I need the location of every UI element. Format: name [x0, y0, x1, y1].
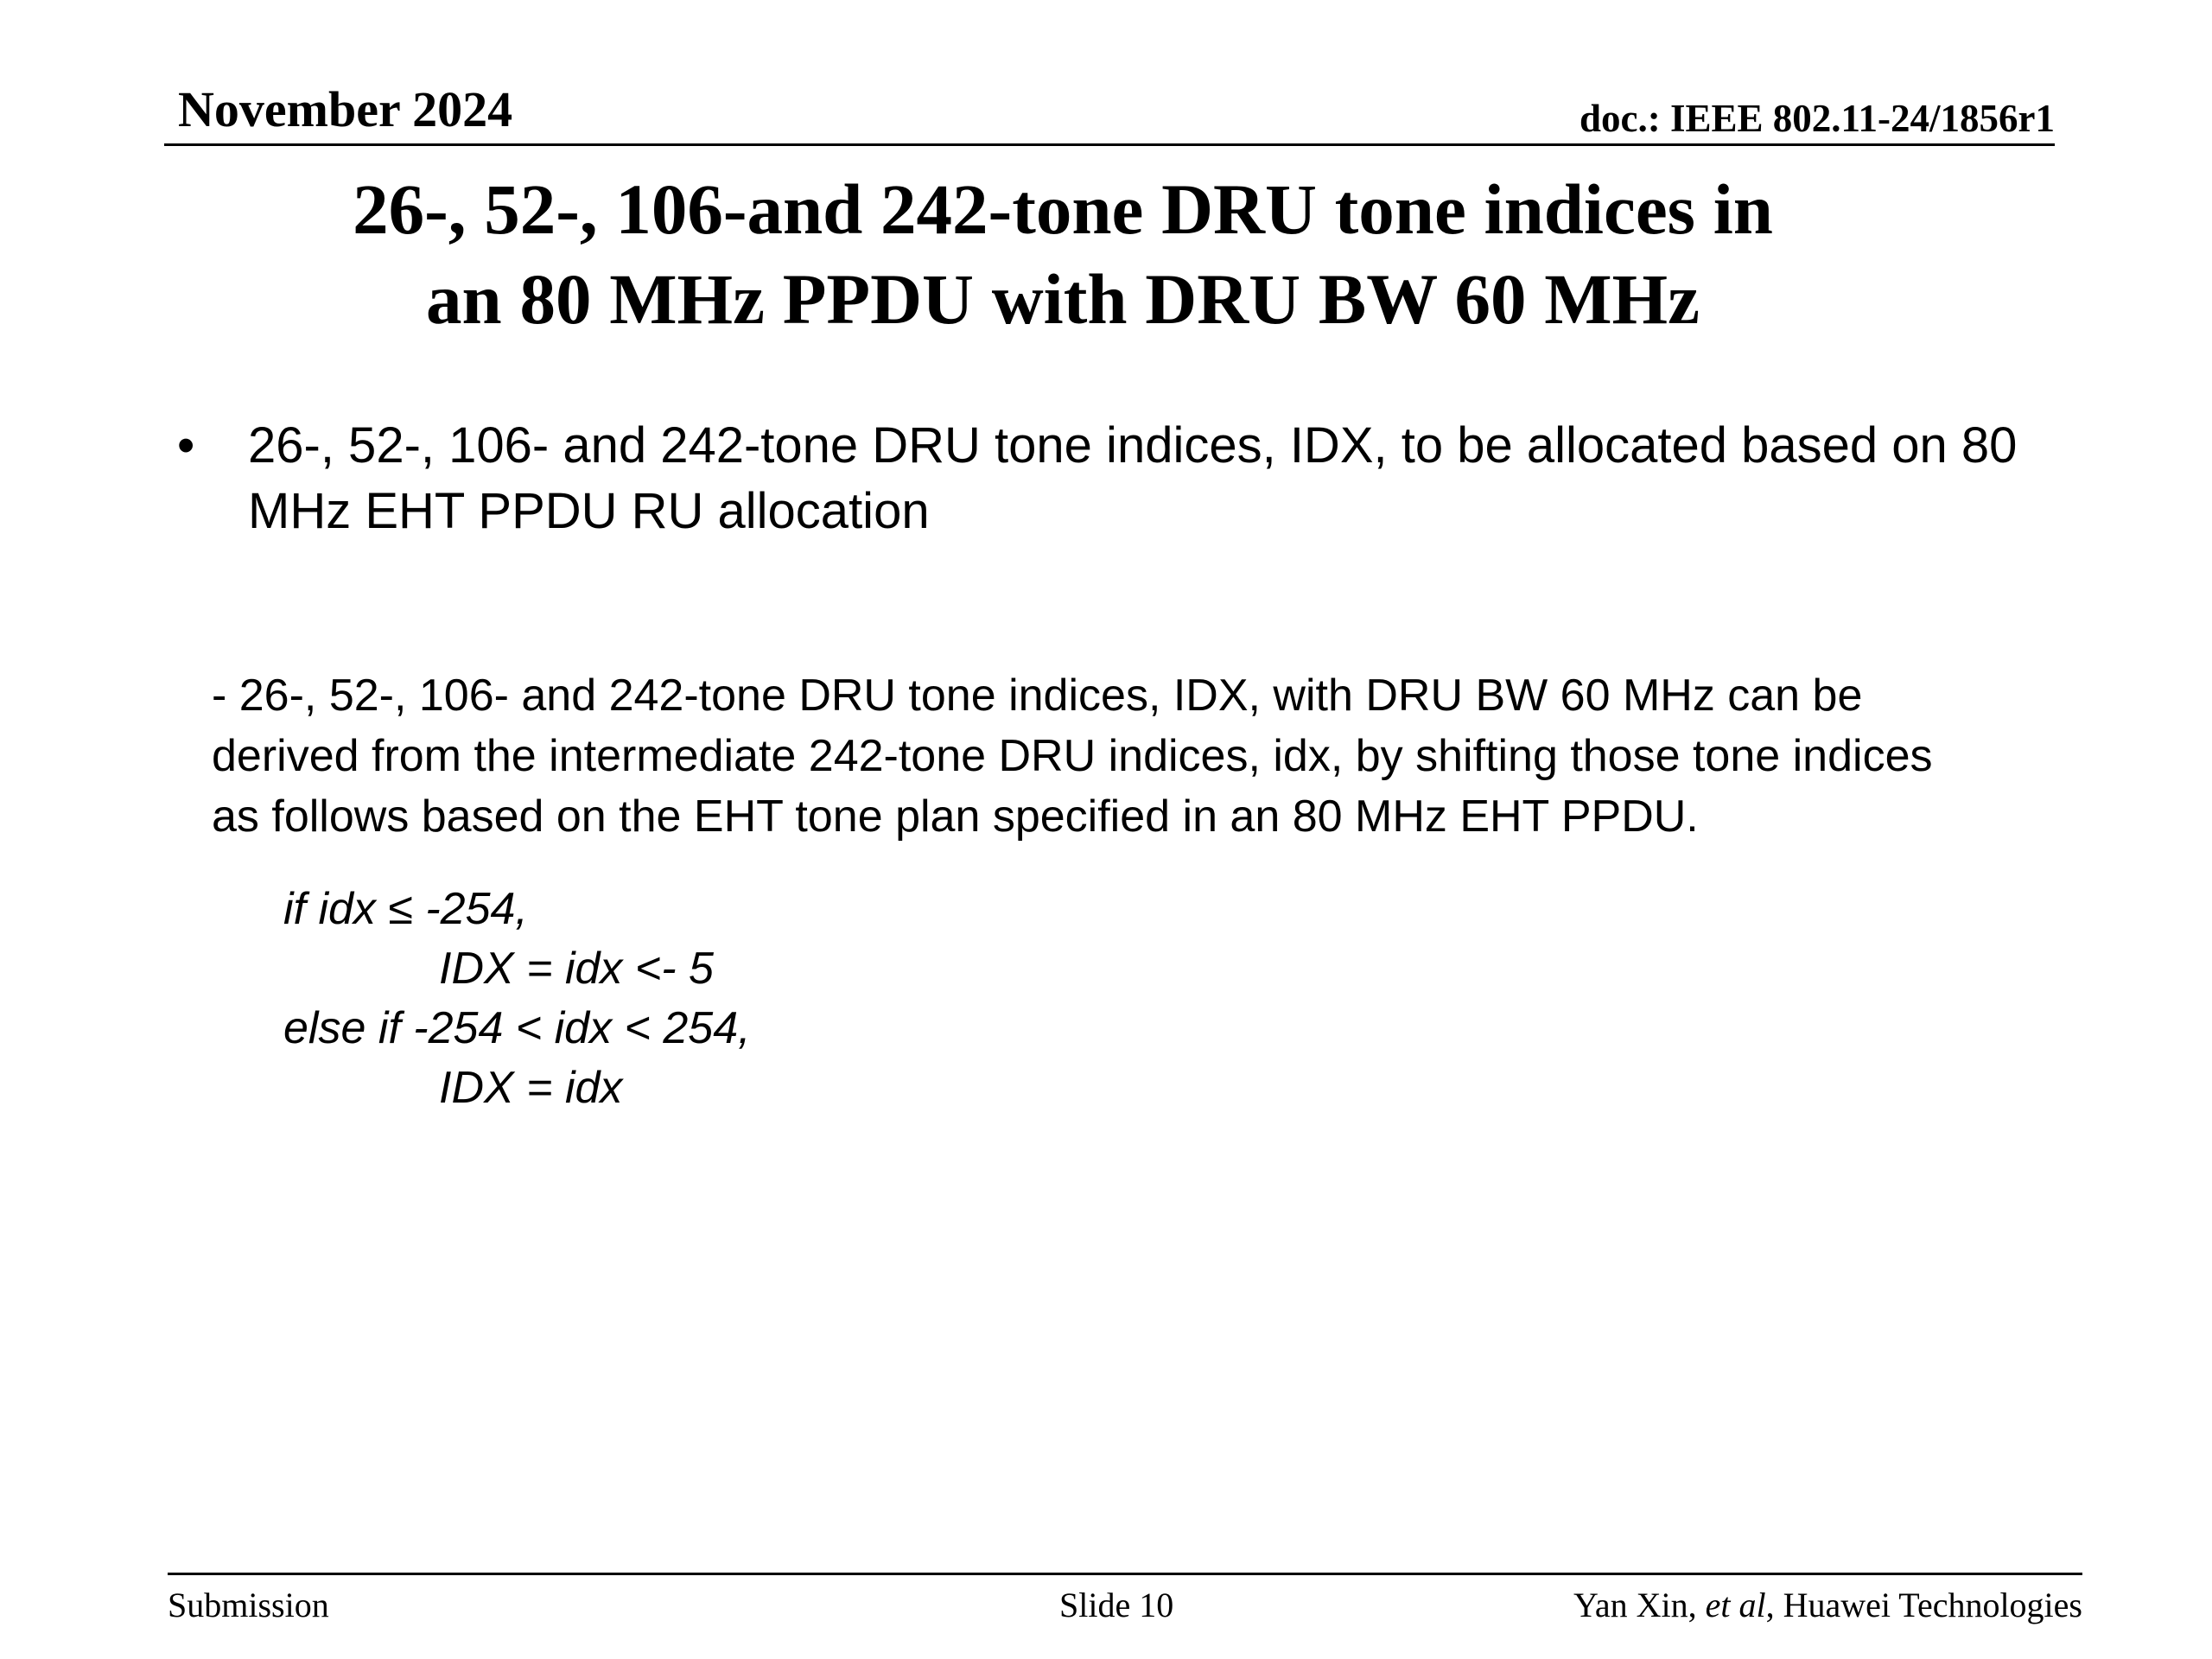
bullet-item — [177, 413, 2078, 544]
slide-title-line-2: an 80 MHz PPDU with DRU BW 60 MHz — [426, 259, 1700, 339]
header-doc-number: doc.: IEEE 802.11-24/1856r1 — [1579, 97, 2055, 140]
sub-paragraph-line-3: as follows based on the EHT tone plan specified in an 80 MHz EHT PPDU. — [212, 791, 1699, 842]
header-date: November 2024 — [178, 81, 513, 137]
formula-block — [283, 880, 751, 1118]
bullet-text: 26-, 52-, 106- and 242-tone DRU tone indices, IDX, to be allocated based on 80 MHz EHT PPDU RU allocation — [248, 417, 2018, 539]
bullet-dot-icon: • — [177, 417, 195, 474]
formula-line-2: IDX = idx <- 5 — [439, 944, 714, 994]
header-divider — [164, 143, 2055, 146]
footer-submission: Submission — [168, 1586, 329, 1624]
formula-line-4: IDX = idx — [439, 1063, 623, 1113]
footer-author-org: , Huawei Technologies — [1765, 1586, 2082, 1624]
formula-line-3: else if -254 < idx < 254, — [283, 1003, 751, 1053]
footer-slide-number: Slide 10 — [1059, 1586, 1174, 1624]
slide-title-line-1: 26-, 52-, 106-and 242-tone DRU tone indices in — [353, 169, 1773, 249]
footer-author-etal: et al — [1705, 1586, 1766, 1624]
sub-paragraph — [212, 665, 2147, 847]
footer-author-name: Yan Xin, — [1573, 1586, 1706, 1624]
footer-author — [1573, 1586, 2082, 1624]
sub-paragraph-line-1: - 26-, 52-, 106- and 242-tone DRU tone indices, IDX, with DRU BW 60 MHz can be — [212, 671, 1863, 721]
footer-divider — [168, 1573, 2082, 1575]
formula-line-1: if idx ≤ -254, — [283, 884, 528, 934]
sub-paragraph-line-2: derived from the intermediate 242-tone DRU indices, idx, by shifting those tone indices — [212, 731, 1933, 781]
slide-title — [190, 164, 1936, 344]
